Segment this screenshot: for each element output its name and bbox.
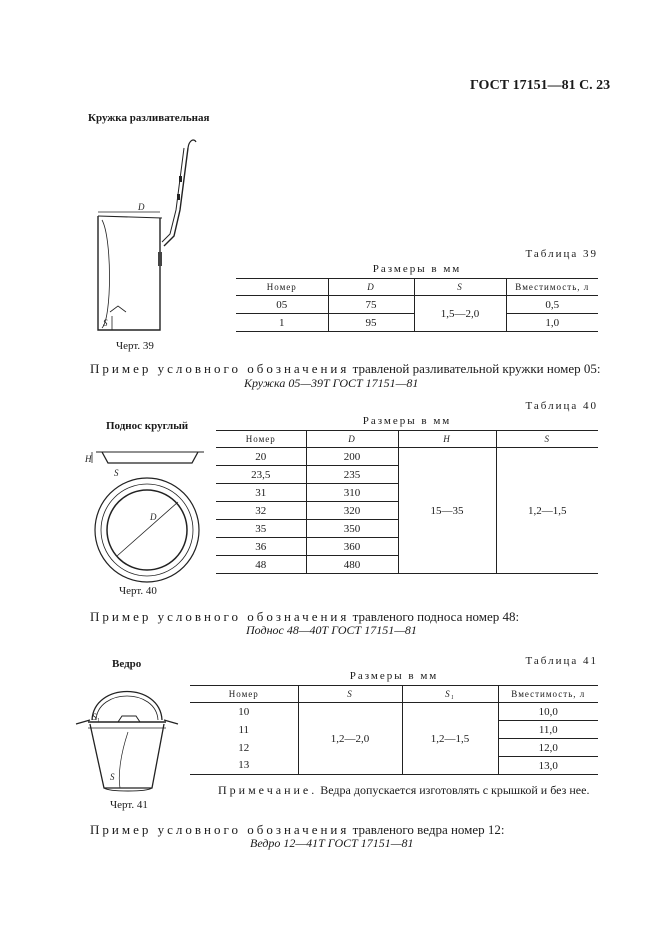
col-header: S [414, 279, 506, 296]
section-title-bucket: Ведро [112, 658, 142, 670]
table-row: 11 11,0 [190, 721, 598, 739]
table-row: 12 12,0 [190, 739, 598, 757]
col-header: Вместимость, л [498, 686, 598, 703]
figure-caption-40: Черт. 40 [119, 585, 157, 597]
table-row: 48 480 [216, 556, 598, 574]
designation-code-40: Поднос 48—40Т ГОСТ 17151—81 [246, 623, 417, 637]
table-sub-39: Размеры в мм [372, 263, 462, 275]
table-row: 36 360 [216, 538, 598, 556]
table-label-40: Таблица 40 [525, 400, 598, 412]
figure-caption-39: Черт. 39 [116, 340, 154, 352]
table-row: 35 350 [216, 520, 598, 538]
mug-s-label: S [103, 318, 108, 328]
bucket-s1-label: S₁ [92, 712, 100, 722]
section-title-mug: Кружка разливательная [88, 112, 210, 124]
col-header: S₁ [402, 686, 498, 703]
col-header: S [496, 431, 598, 448]
table-row: 32 320 [216, 502, 598, 520]
col-header: D [328, 279, 414, 296]
designation-code-39: Кружка 05—39Т ГОСТ 17151—81 [244, 376, 419, 390]
figure-caption-41: Черт. 41 [110, 799, 148, 811]
table-row: 13 13,0 [190, 757, 598, 775]
col-header: S [298, 686, 402, 703]
designation-example-40: Пример условного обозначения травленого подноса номер 48: [90, 609, 520, 624]
drawing-bucket [74, 676, 182, 798]
table-sub-40: Размеры в мм [362, 415, 452, 427]
table-row: 31 310 [216, 484, 598, 502]
designation-code-41: Ведро 12—41Т ГОСТ 17151—81 [250, 836, 414, 850]
col-header: Номер [216, 431, 306, 448]
page-header: ГОСТ 17151—81 С. 23 [470, 78, 611, 93]
tray-d-label: D [150, 512, 157, 522]
designation-example-39: Пример условного обозначения травленой разливательной кружки номер 05: [90, 361, 601, 376]
table-label-41: Таблица 41 [525, 655, 598, 667]
table-row: 23,5 235 [216, 466, 598, 484]
table-note-41: Примечание. Ведра допускается изготовлять с крышкой и без нее. [218, 783, 590, 797]
table-41 [190, 685, 598, 775]
table-label-39: Таблица 39 [525, 248, 598, 260]
table-row: 1 95 1,0 [236, 314, 598, 332]
col-header: Номер [236, 279, 328, 296]
drawing-tray [84, 436, 214, 584]
col-header: Номер [190, 686, 298, 703]
col-header: H [398, 431, 496, 448]
table-sub-41: Размеры в мм [349, 670, 439, 682]
table-39 [236, 278, 598, 332]
tray-h-label: H [85, 454, 92, 464]
section-title-tray: Поднос круглый [106, 420, 189, 432]
mug-d-label: D [138, 202, 145, 212]
table-row: 20 200 15—35 1,2—1,5 [216, 448, 598, 466]
designation-example-41: Пример условного обозначения травленого ведра номер 12: [90, 822, 505, 837]
col-header: D [306, 431, 398, 448]
table-row: 05 75 1,5—2,0 0,5 [236, 296, 598, 314]
bucket-s-label: S [110, 772, 115, 782]
col-header: Вместимость, л [506, 279, 598, 296]
table-40 [216, 430, 598, 574]
table-row: 10 1,2—2,0 1,2—1,5 10,0 [190, 703, 598, 721]
drawing-mug [88, 128, 208, 340]
tray-s-label: S [114, 468, 119, 478]
